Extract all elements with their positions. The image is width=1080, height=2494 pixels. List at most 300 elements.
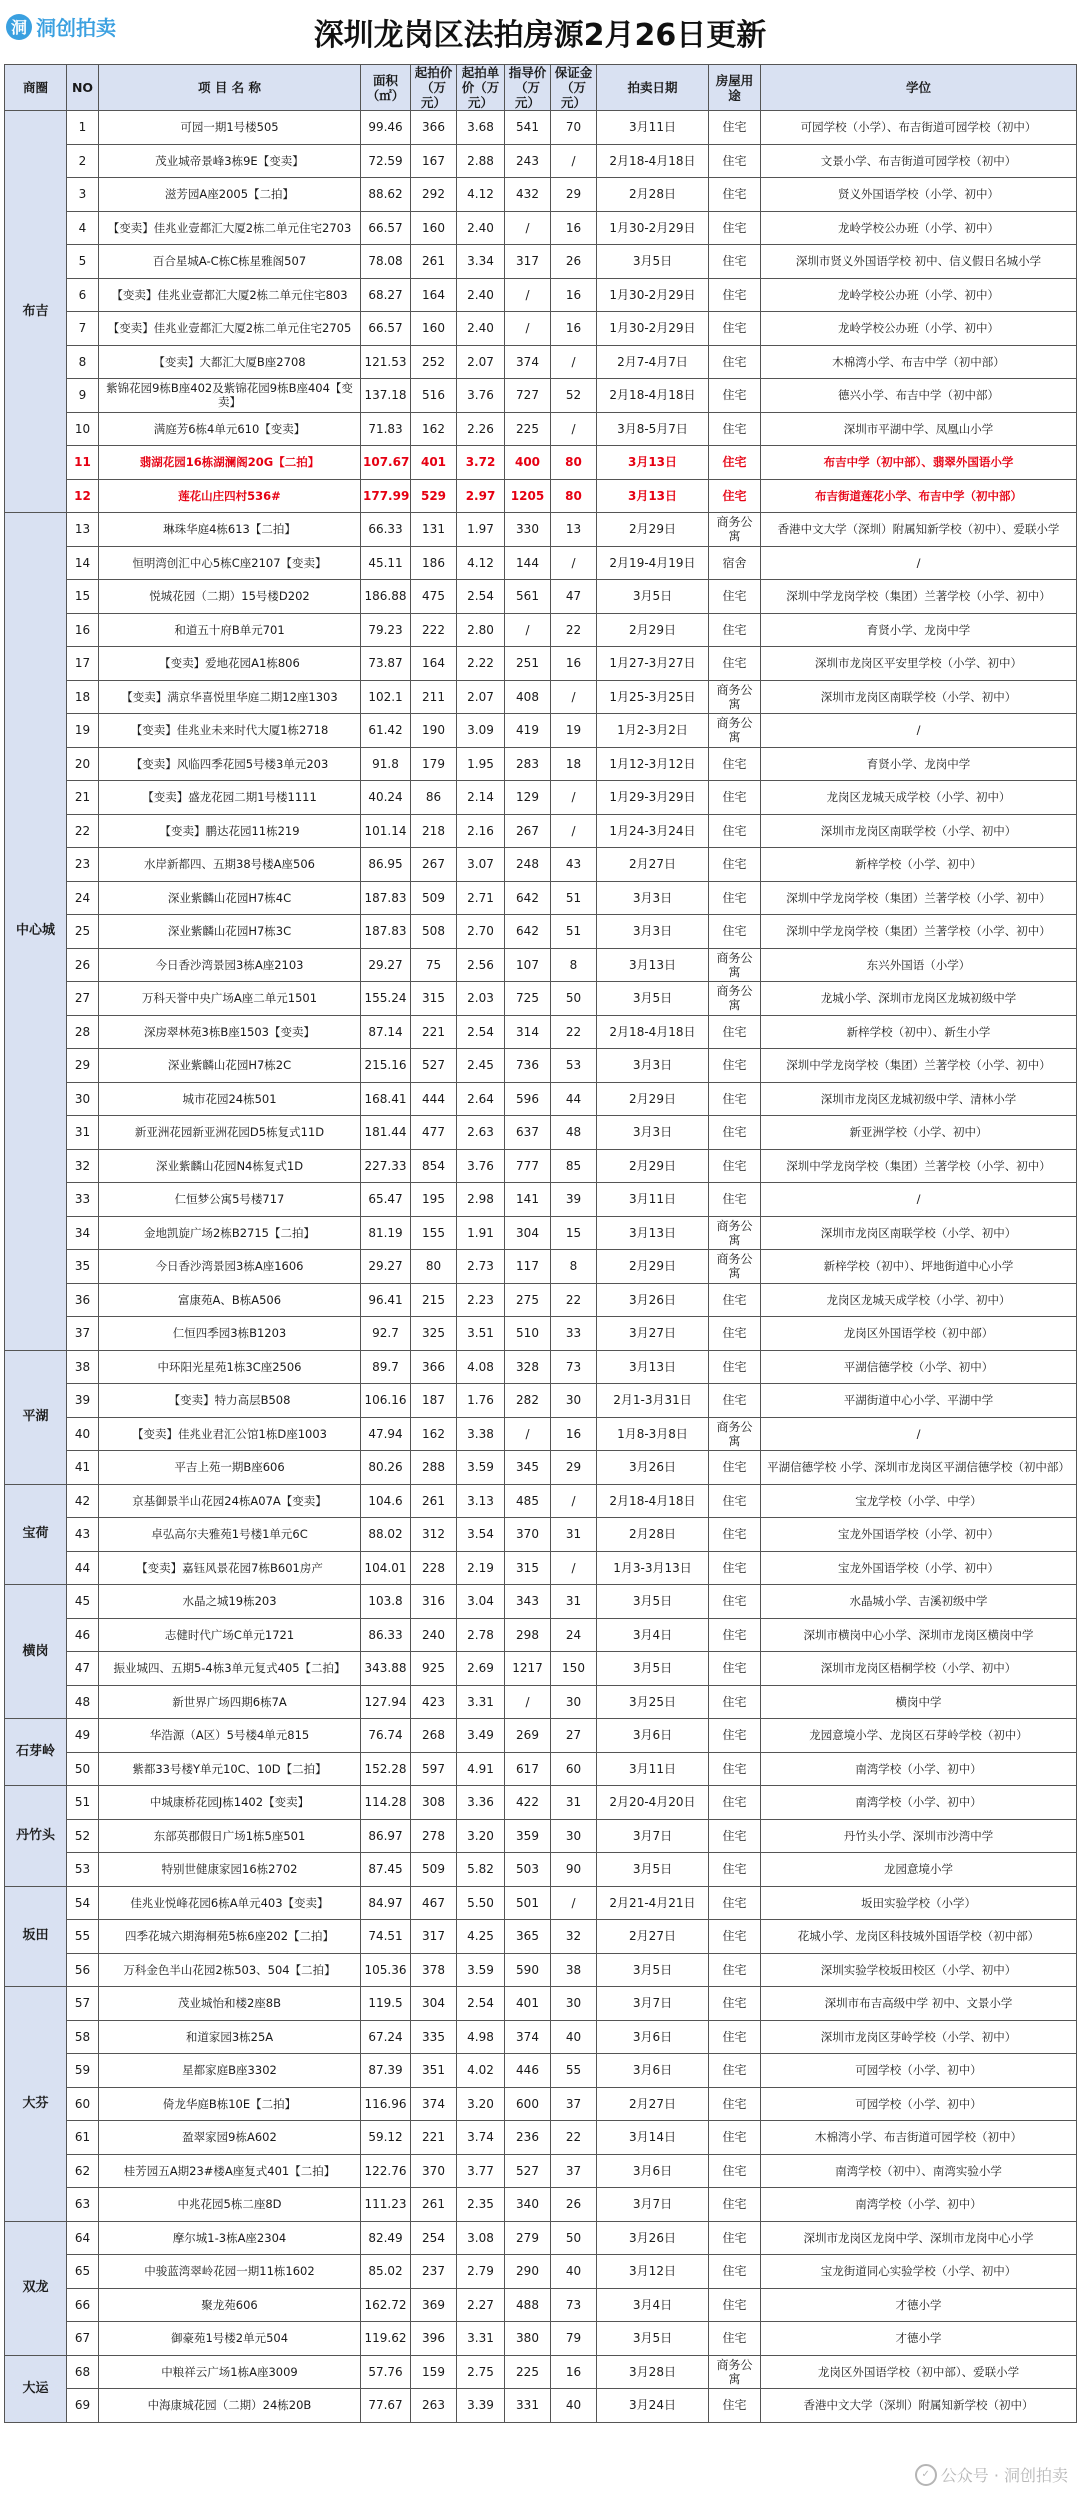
start-price-cell: 221 bbox=[411, 1015, 457, 1049]
row-number-cell: 68 bbox=[67, 2355, 99, 2389]
school-district-cell: 贤义外国语学校（小学、初中） bbox=[761, 178, 1077, 212]
deposit-cell: 30 bbox=[551, 1819, 597, 1853]
row-number-cell: 49 bbox=[67, 1719, 99, 1753]
unit-price-cell: 3.04 bbox=[457, 1585, 505, 1619]
deposit-cell: / bbox=[551, 781, 597, 815]
guide-price-cell: 510 bbox=[505, 1317, 551, 1351]
property-use-cell: 住宅 bbox=[709, 2087, 761, 2121]
row-number-cell: 16 bbox=[67, 613, 99, 647]
watermark bbox=[915, 2463, 1068, 2486]
project-name-cell: 桂芳园五A期23#楼A座复式401【二拍】 bbox=[99, 2154, 361, 2188]
guide-price-cell: 503 bbox=[505, 1853, 551, 1887]
deposit-cell: 55 bbox=[551, 2054, 597, 2088]
column-header: 保证金（万元） bbox=[551, 65, 597, 111]
property-use-cell: 住宅 bbox=[709, 1585, 761, 1619]
school-district-cell: 深圳市横岗中心小学、深圳市龙岗区横岗中学 bbox=[761, 1618, 1077, 1652]
project-name-cell: 紫都33号楼Y单元10C、10D【二拍】 bbox=[99, 1752, 361, 1786]
guide-price-cell: 304 bbox=[505, 1216, 551, 1250]
floor-area-cell: 227.33 bbox=[361, 1149, 411, 1183]
property-use-cell: 住宅 bbox=[709, 647, 761, 681]
school-district-cell: 可园学校（小学、初中） bbox=[761, 2087, 1077, 2121]
start-price-cell: 597 bbox=[411, 1752, 457, 1786]
project-name-cell: 佳兆业悦峰花园6栋A单元403【变卖】 bbox=[99, 1886, 361, 1920]
unit-price-cell: 2.71 bbox=[457, 881, 505, 915]
area-cell: 布吉 bbox=[5, 111, 67, 513]
area-cell: 大芬 bbox=[5, 1987, 67, 2222]
property-use-cell: 住宅 bbox=[709, 2154, 761, 2188]
table-row bbox=[5, 1049, 1077, 1083]
property-use-cell: 住宅 bbox=[709, 1987, 761, 2021]
auction-date-cell: 2月27日 bbox=[597, 848, 709, 882]
auction-date-cell: 3月11日 bbox=[597, 1183, 709, 1217]
project-name-cell: 中城康桥花园J栋1402【变卖】 bbox=[99, 1786, 361, 1820]
deposit-cell: 16 bbox=[551, 312, 597, 346]
row-number-cell: 50 bbox=[67, 1752, 99, 1786]
floor-area-cell: 87.45 bbox=[361, 1853, 411, 1887]
guide-price-cell: 331 bbox=[505, 2389, 551, 2423]
auction-date-cell: 3月13日 bbox=[597, 479, 709, 513]
floor-area-cell: 71.83 bbox=[361, 412, 411, 446]
unit-price-cell: 2.26 bbox=[457, 412, 505, 446]
row-number-cell: 59 bbox=[67, 2054, 99, 2088]
unit-price-cell: 2.80 bbox=[457, 613, 505, 647]
property-use-cell: 住宅 bbox=[709, 1652, 761, 1686]
property-use-cell: 住宅 bbox=[709, 1853, 761, 1887]
unit-price-cell: 1.91 bbox=[457, 1216, 505, 1250]
project-name-cell: 万科天誉中央广场A座二单元1501 bbox=[99, 982, 361, 1016]
deposit-cell: 73 bbox=[551, 1350, 597, 1384]
start-price-cell: 190 bbox=[411, 714, 457, 748]
auction-date-cell: 1月8-3月8日 bbox=[597, 1417, 709, 1451]
guide-price-cell: 275 bbox=[505, 1283, 551, 1317]
table-row bbox=[5, 2221, 1077, 2255]
column-header: 起拍价（万元） bbox=[411, 65, 457, 111]
deposit-cell: 51 bbox=[551, 881, 597, 915]
table-row bbox=[5, 1652, 1077, 1686]
school-district-cell: 花城小学、龙岗区科技城外国语学校（初中部） bbox=[761, 1920, 1077, 1954]
auction-date-cell: 3月4日 bbox=[597, 2288, 709, 2322]
table-row bbox=[5, 1987, 1077, 2021]
auction-date-cell: 2月28日 bbox=[597, 1518, 709, 1552]
brand-logo-mark: 洞 bbox=[6, 14, 32, 40]
deposit-cell: 40 bbox=[551, 2255, 597, 2289]
start-price-cell: 167 bbox=[411, 144, 457, 178]
row-number-cell: 42 bbox=[67, 1484, 99, 1518]
deposit-cell: 43 bbox=[551, 848, 597, 882]
school-district-cell: 深圳中学龙岗学校（集团）兰著学校（小学、初中） bbox=[761, 915, 1077, 949]
project-name-cell: 平吉上苑一期B座606 bbox=[99, 1451, 361, 1485]
auction-date-cell: 2月21-4月21日 bbox=[597, 1886, 709, 1920]
deposit-cell: 80 bbox=[551, 446, 597, 480]
deposit-cell: 30 bbox=[551, 1987, 597, 2021]
start-price-cell: 162 bbox=[411, 1417, 457, 1451]
start-price-cell: 186 bbox=[411, 546, 457, 580]
floor-area-cell: 45.11 bbox=[361, 546, 411, 580]
row-number-cell: 12 bbox=[67, 479, 99, 513]
auction-date-cell: 3月5日 bbox=[597, 245, 709, 279]
unit-price-cell: 2.19 bbox=[457, 1551, 505, 1585]
unit-price-cell: 4.25 bbox=[457, 1920, 505, 1954]
start-price-cell: 278 bbox=[411, 1819, 457, 1853]
floor-area-cell: 177.99 bbox=[361, 479, 411, 513]
project-name-cell: 悦城花园（二期）15号楼D202 bbox=[99, 580, 361, 614]
row-number-cell: 62 bbox=[67, 2154, 99, 2188]
table-row bbox=[5, 1853, 1077, 1887]
guide-price-cell: 527 bbox=[505, 2154, 551, 2188]
auction-date-cell: 3月6日 bbox=[597, 2020, 709, 2054]
floor-area-cell: 86.33 bbox=[361, 1618, 411, 1652]
start-price-cell: 222 bbox=[411, 613, 457, 647]
unit-price-cell: 4.08 bbox=[457, 1350, 505, 1384]
floor-area-cell: 116.96 bbox=[361, 2087, 411, 2121]
guide-price-cell: / bbox=[505, 278, 551, 312]
row-number-cell: 19 bbox=[67, 714, 99, 748]
deposit-cell: 29 bbox=[551, 1451, 597, 1485]
auction-date-cell: 1月3-3月13日 bbox=[597, 1551, 709, 1585]
school-district-cell: 深圳中学龙岗学校（集团）兰著学校（小学、初中） bbox=[761, 881, 1077, 915]
table-row bbox=[5, 446, 1077, 480]
school-district-cell: 木棉湾小学、布吉街道可园学校（初中） bbox=[761, 2121, 1077, 2155]
auction-date-cell: 3月14日 bbox=[597, 2121, 709, 2155]
table-row bbox=[5, 580, 1077, 614]
row-number-cell: 67 bbox=[67, 2322, 99, 2356]
table-row bbox=[5, 2054, 1077, 2088]
auction-date-cell: 2月29日 bbox=[597, 513, 709, 547]
unit-price-cell: 3.20 bbox=[457, 1819, 505, 1853]
floor-area-cell: 73.87 bbox=[361, 647, 411, 681]
guide-price-cell: 343 bbox=[505, 1585, 551, 1619]
guide-price-cell: / bbox=[505, 1685, 551, 1719]
property-use-cell: 住宅 bbox=[709, 2221, 761, 2255]
start-price-cell: 187 bbox=[411, 1384, 457, 1418]
table-row bbox=[5, 1417, 1077, 1451]
table-row bbox=[5, 312, 1077, 346]
table-row bbox=[5, 379, 1077, 413]
start-price-cell: 335 bbox=[411, 2020, 457, 2054]
school-district-cell: 深圳市龙岗区南联学校（小学、初中） bbox=[761, 680, 1077, 714]
school-district-cell: 可园学校（小学）、布吉街道可园学校（初中） bbox=[761, 111, 1077, 145]
floor-area-cell: 67.24 bbox=[361, 2020, 411, 2054]
start-price-cell: 854 bbox=[411, 1149, 457, 1183]
school-district-cell: / bbox=[761, 714, 1077, 748]
deposit-cell: 13 bbox=[551, 513, 597, 547]
start-price-cell: 237 bbox=[411, 2255, 457, 2289]
start-price-cell: 228 bbox=[411, 1551, 457, 1585]
school-district-cell: 宝龙外国语学校（小学、初中） bbox=[761, 1518, 1077, 1552]
deposit-cell: 26 bbox=[551, 2188, 597, 2222]
row-number-cell: 64 bbox=[67, 2221, 99, 2255]
unit-price-cell: 3.49 bbox=[457, 1719, 505, 1753]
project-name-cell: 水晶之城19栋203 bbox=[99, 1585, 361, 1619]
column-header: 面积（㎡） bbox=[361, 65, 411, 111]
row-number-cell: 65 bbox=[67, 2255, 99, 2289]
property-use-cell: 住宅 bbox=[709, 1685, 761, 1719]
row-number-cell: 56 bbox=[67, 1953, 99, 1987]
guide-price-cell: / bbox=[505, 312, 551, 346]
project-name-cell: 深房翠林苑3栋B座1503【变卖】 bbox=[99, 1015, 361, 1049]
auction-date-cell: 3月3日 bbox=[597, 915, 709, 949]
project-name-cell: 【变卖】大都汇大厦B座2708 bbox=[99, 345, 361, 379]
table-row bbox=[5, 1752, 1077, 1786]
deposit-cell: / bbox=[551, 345, 597, 379]
row-number-cell: 25 bbox=[67, 915, 99, 949]
start-price-cell: 179 bbox=[411, 747, 457, 781]
table-row bbox=[5, 2154, 1077, 2188]
watermark-text: 公众号 · 洞创拍卖 bbox=[940, 2466, 1068, 2485]
deposit-cell: 48 bbox=[551, 1116, 597, 1150]
column-header: 拍卖日期 bbox=[597, 65, 709, 111]
property-use-cell: 商务公寓 bbox=[709, 680, 761, 714]
project-name-cell: 中海康城花园（二期）24栋20B bbox=[99, 2389, 361, 2423]
school-district-cell: 香港中文大学（深圳）附属知新学校（初中） bbox=[761, 2389, 1077, 2423]
deposit-cell: / bbox=[551, 412, 597, 446]
table-row bbox=[5, 647, 1077, 681]
floor-area-cell: 92.7 bbox=[361, 1317, 411, 1351]
table-row bbox=[5, 513, 1077, 547]
unit-price-cell: 5.50 bbox=[457, 1886, 505, 1920]
property-use-cell: 住宅 bbox=[709, 245, 761, 279]
unit-price-cell: 2.03 bbox=[457, 982, 505, 1016]
auction-date-cell: 2月18-4月18日 bbox=[597, 379, 709, 413]
auction-date-cell: 3月3日 bbox=[597, 1049, 709, 1083]
unit-price-cell: 3.31 bbox=[457, 2322, 505, 2356]
guide-price-cell: 432 bbox=[505, 178, 551, 212]
property-use-cell: 住宅 bbox=[709, 2188, 761, 2222]
deposit-cell: 40 bbox=[551, 2020, 597, 2054]
guide-price-cell: 279 bbox=[505, 2221, 551, 2255]
property-use-cell: 住宅 bbox=[709, 1149, 761, 1183]
school-district-cell: 深圳市龙岗区梧桐学校（小学、初中） bbox=[761, 1652, 1077, 1686]
table-row bbox=[5, 1082, 1077, 1116]
auction-date-cell: 3月13日 bbox=[597, 948, 709, 982]
start-price-cell: 211 bbox=[411, 680, 457, 714]
guide-price-cell: 282 bbox=[505, 1384, 551, 1418]
area-cell: 大运 bbox=[5, 2355, 67, 2422]
table-row bbox=[5, 1886, 1077, 1920]
auction-date-cell: 3月26日 bbox=[597, 1283, 709, 1317]
project-name-cell: 百合星城A-C栋C栋星雅阁507 bbox=[99, 245, 361, 279]
auction-date-cell: 3月12日 bbox=[597, 2255, 709, 2289]
row-number-cell: 39 bbox=[67, 1384, 99, 1418]
property-use-cell: 住宅 bbox=[709, 1283, 761, 1317]
start-price-cell: 475 bbox=[411, 580, 457, 614]
unit-price-cell: 3.72 bbox=[457, 446, 505, 480]
row-number-cell: 37 bbox=[67, 1317, 99, 1351]
school-district-cell: 平湖街道中心小学、平湖中学 bbox=[761, 1384, 1077, 1418]
property-use-cell: 住宅 bbox=[709, 2054, 761, 2088]
floor-area-cell: 104.01 bbox=[361, 1551, 411, 1585]
unit-price-cell: 3.31 bbox=[457, 1685, 505, 1719]
guide-price-cell: 330 bbox=[505, 513, 551, 547]
school-district-cell: 龙岗区外国语学校（初中部） bbox=[761, 1317, 1077, 1351]
floor-area-cell: 187.83 bbox=[361, 881, 411, 915]
row-number-cell: 10 bbox=[67, 412, 99, 446]
guide-price-cell: 298 bbox=[505, 1618, 551, 1652]
auction-date-cell: 2月18-4月18日 bbox=[597, 1015, 709, 1049]
auction-date-cell: 3月6日 bbox=[597, 2154, 709, 2188]
deposit-cell: 80 bbox=[551, 479, 597, 513]
project-name-cell: 水岸新都四、五期38号楼A座506 bbox=[99, 848, 361, 882]
floor-area-cell: 72.59 bbox=[361, 144, 411, 178]
floor-area-cell: 84.97 bbox=[361, 1886, 411, 1920]
auction-date-cell: 1月24-3月24日 bbox=[597, 814, 709, 848]
table-row bbox=[5, 2355, 1077, 2389]
guide-price-cell: / bbox=[505, 211, 551, 245]
table-row bbox=[5, 2322, 1077, 2356]
property-use-cell: 住宅 bbox=[709, 1886, 761, 1920]
row-number-cell: 20 bbox=[67, 747, 99, 781]
auction-date-cell: 2月27日 bbox=[597, 2087, 709, 2121]
property-use-cell: 商务公寓 bbox=[709, 714, 761, 748]
guide-price-cell: 401 bbox=[505, 1987, 551, 2021]
guide-price-cell: 359 bbox=[505, 1819, 551, 1853]
project-name-cell: 和道家园3栋25A bbox=[99, 2020, 361, 2054]
guide-price-cell: 345 bbox=[505, 1451, 551, 1485]
school-district-cell: 布吉街道莲花小学、布吉中学（初中部） bbox=[761, 479, 1077, 513]
auction-date-cell: 2月28日 bbox=[597, 178, 709, 212]
table-row bbox=[5, 1183, 1077, 1217]
school-district-cell: 新梓学校（初中）、坪地街道中心小学 bbox=[761, 1250, 1077, 1284]
deposit-cell: 53 bbox=[551, 1049, 597, 1083]
auction-date-cell: 2月18-4月18日 bbox=[597, 1484, 709, 1518]
start-price-cell: 218 bbox=[411, 814, 457, 848]
unit-price-cell: 1.97 bbox=[457, 513, 505, 547]
property-use-cell: 商务公寓 bbox=[709, 948, 761, 982]
project-name-cell: 仁恒四季园3栋B1203 bbox=[99, 1317, 361, 1351]
unit-price-cell: 2.54 bbox=[457, 1015, 505, 1049]
guide-price-cell: 243 bbox=[505, 144, 551, 178]
row-number-cell: 32 bbox=[67, 1149, 99, 1183]
start-price-cell: 160 bbox=[411, 312, 457, 346]
start-price-cell: 261 bbox=[411, 245, 457, 279]
school-district-cell: 龙园意境小学 bbox=[761, 1853, 1077, 1887]
deposit-cell: 29 bbox=[551, 178, 597, 212]
guide-price-cell: 777 bbox=[505, 1149, 551, 1183]
start-price-cell: 268 bbox=[411, 1719, 457, 1753]
guide-price-cell: 225 bbox=[505, 412, 551, 446]
project-name-cell: 中环阳光星苑1栋3C座2506 bbox=[99, 1350, 361, 1384]
guide-price-cell: / bbox=[505, 1417, 551, 1451]
school-district-cell: / bbox=[761, 546, 1077, 580]
start-price-cell: 312 bbox=[411, 1518, 457, 1552]
guide-price-cell: 485 bbox=[505, 1484, 551, 1518]
school-district-cell: 龙岭学校公办班（小学、初中） bbox=[761, 211, 1077, 245]
deposit-cell: 22 bbox=[551, 1283, 597, 1317]
guide-price-cell: 315 bbox=[505, 1551, 551, 1585]
property-use-cell: 住宅 bbox=[709, 1116, 761, 1150]
deposit-cell: 30 bbox=[551, 1685, 597, 1719]
deposit-cell: / bbox=[551, 814, 597, 848]
school-district-cell: 深圳实验学校坂田校区（小学、初中） bbox=[761, 1953, 1077, 1987]
area-cell: 双龙 bbox=[5, 2221, 67, 2355]
auction-date-cell: 2月29日 bbox=[597, 1149, 709, 1183]
guide-price-cell: 446 bbox=[505, 2054, 551, 2088]
column-header: 起拍单价（万元） bbox=[457, 65, 505, 111]
guide-price-cell: 251 bbox=[505, 647, 551, 681]
guide-price-cell: 365 bbox=[505, 1920, 551, 1954]
project-name-cell: 深业紫麟山花园H7栋2C bbox=[99, 1049, 361, 1083]
school-district-cell: 龙岗区龙城天成学校（小学、初中） bbox=[761, 781, 1077, 815]
project-name-cell: 【变卖】佳兆业壹都汇大厦2栋二单元住宅2703 bbox=[99, 211, 361, 245]
floor-area-cell: 87.39 bbox=[361, 2054, 411, 2088]
project-name-cell: 【变卖】风临四季花园5号楼3单元203 bbox=[99, 747, 361, 781]
table-row bbox=[5, 982, 1077, 1016]
deposit-cell: 52 bbox=[551, 379, 597, 413]
start-price-cell: 80 bbox=[411, 1250, 457, 1284]
row-number-cell: 4 bbox=[67, 211, 99, 245]
table-row bbox=[5, 714, 1077, 748]
school-district-cell: 深圳中学龙岗学校（集团）兰著学校（小学、初中） bbox=[761, 1049, 1077, 1083]
table-row bbox=[5, 1685, 1077, 1719]
school-district-cell: 平湖信德学校（小学、初中） bbox=[761, 1350, 1077, 1384]
school-district-cell: 横岗中学 bbox=[761, 1685, 1077, 1719]
auction-date-cell: 2月20-4月20日 bbox=[597, 1786, 709, 1820]
table-row bbox=[5, 211, 1077, 245]
floor-area-cell: 74.51 bbox=[361, 1920, 411, 1954]
table-row bbox=[5, 1551, 1077, 1585]
area-cell: 平湖 bbox=[5, 1350, 67, 1484]
column-header: 学位 bbox=[761, 65, 1077, 111]
deposit-cell: 18 bbox=[551, 747, 597, 781]
project-name-cell: 倚龙华庭B栋10E【二拍】 bbox=[99, 2087, 361, 2121]
property-use-cell: 住宅 bbox=[709, 1819, 761, 1853]
deposit-cell: 79 bbox=[551, 2322, 597, 2356]
row-number-cell: 54 bbox=[67, 1886, 99, 1920]
table-row bbox=[5, 1283, 1077, 1317]
unit-price-cell: 3.36 bbox=[457, 1786, 505, 1820]
floor-area-cell: 79.23 bbox=[361, 613, 411, 647]
auction-date-cell: 3月3日 bbox=[597, 1116, 709, 1150]
school-district-cell: 龙岗区外国语学校（初中部）、爱联小学 bbox=[761, 2355, 1077, 2389]
start-price-cell: 162 bbox=[411, 412, 457, 446]
guide-price-cell: 600 bbox=[505, 2087, 551, 2121]
floor-area-cell: 111.23 bbox=[361, 2188, 411, 2222]
school-district-cell: 新梓学校（初中）、新生小学 bbox=[761, 1015, 1077, 1049]
wechat-icon: ✓ bbox=[915, 2464, 937, 2486]
deposit-cell: 38 bbox=[551, 1953, 597, 1987]
guide-price-cell: 129 bbox=[505, 781, 551, 815]
table-row bbox=[5, 345, 1077, 379]
property-use-cell: 商务公寓 bbox=[709, 982, 761, 1016]
guide-price-cell: 637 bbox=[505, 1116, 551, 1150]
property-use-cell: 住宅 bbox=[709, 412, 761, 446]
floor-area-cell: 187.83 bbox=[361, 915, 411, 949]
auction-date-cell: 3月7日 bbox=[597, 2188, 709, 2222]
school-district-cell: 龙岗区龙城天成学校（小学、初中） bbox=[761, 1283, 1077, 1317]
school-district-cell: 丹竹头小学、深圳市沙湾中学 bbox=[761, 1819, 1077, 1853]
unit-price-cell: 3.68 bbox=[457, 111, 505, 145]
table-row bbox=[5, 747, 1077, 781]
floor-area-cell: 86.97 bbox=[361, 1819, 411, 1853]
floor-area-cell: 103.8 bbox=[361, 1585, 411, 1619]
row-number-cell: 1 bbox=[67, 111, 99, 145]
deposit-cell: 44 bbox=[551, 1082, 597, 1116]
project-name-cell: 【变卖】爱地花园A1栋806 bbox=[99, 647, 361, 681]
table-row bbox=[5, 178, 1077, 212]
start-price-cell: 351 bbox=[411, 2054, 457, 2088]
unit-price-cell: 3.07 bbox=[457, 848, 505, 882]
auction-date-cell: 2月1-3月31日 bbox=[597, 1384, 709, 1418]
project-name-cell: 滋芳园A座2005【二拍】 bbox=[99, 178, 361, 212]
row-number-cell: 6 bbox=[67, 278, 99, 312]
school-district-cell: 香港中文大学（深圳）附属知新学校（初中）、爱联小学 bbox=[761, 513, 1077, 547]
start-price-cell: 86 bbox=[411, 781, 457, 815]
auction-date-cell: 3月11日 bbox=[597, 1752, 709, 1786]
unit-price-cell: 2.45 bbox=[457, 1049, 505, 1083]
guide-price-cell: 328 bbox=[505, 1350, 551, 1384]
floor-area-cell: 29.27 bbox=[361, 948, 411, 982]
deposit-cell: 70 bbox=[551, 111, 597, 145]
